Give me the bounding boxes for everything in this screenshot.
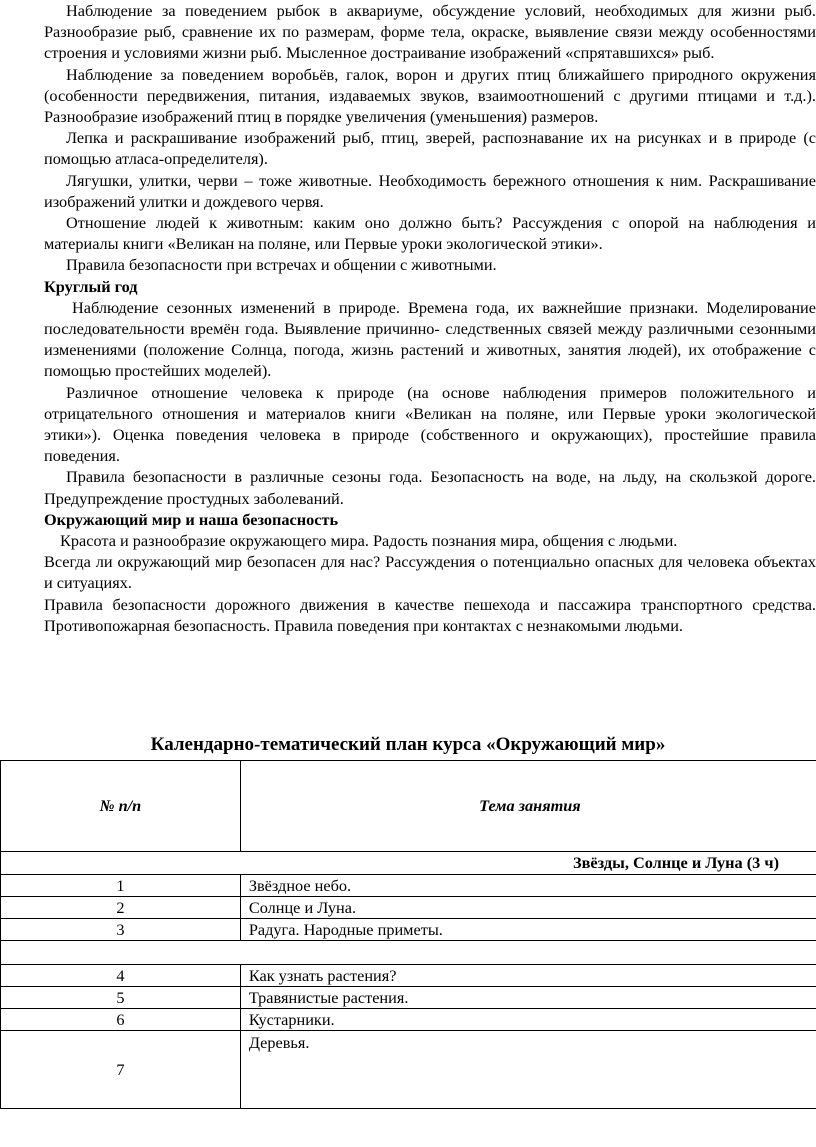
row-topic: Радуга. Народные приметы. [240,919,816,941]
body-text [44,0,816,636]
paragraph: Лягушки, улитки, черви – тоже животные. Необходимость бережного отношения к ним. Раскрашивание изображений улитки и дождевого червя. [44,170,816,211]
row-topic: Деревья. [240,1031,816,1109]
blank-row [1,941,816,965]
row-num: 5 [1,987,241,1009]
section-heading-safety: Окружающий мир и наша безопасность [44,509,339,529]
row-topic: Травянистые растения. [240,987,816,1009]
paragraph: Отношение людей к животным: каким оно должно быть? Рассуждения с опорой на наблюдения и материалы книги «Великан на поляне, или Первые уроки экологической этики». [44,213,816,254]
row-topic: Как узнать растения? [240,965,816,987]
paragraph: Правила безопасности дорожного движения в качестве пешехода и пассажира транспортного средства. Противопожарная безопасность. Правила поведения при контактах с незнакомыми людьми. [44,594,816,635]
paragraph: Наблюдение за поведением воробьёв, галок, ворон и других птиц ближайшего природного окружения (особенности передвижения, питания, издаваемых звуков, взаимоотношений с другими птицами и т.д.). Разнообразие изображений птиц в порядке увеличения (уменьшения) размеров. [44,64,816,127]
paragraph: Правила безопасности при встречах и общении с животными. [66,255,497,275]
plan-table [0,760,816,1109]
paragraph: Правила безопасности в различные сезоны года. Безопасность на воде, на льду, на скользкой дороге. Предупреждение простудных заболеваний. [44,467,816,508]
row-num: 3 [1,919,241,941]
row-topic: Кустарники. [240,1009,816,1031]
plan-title: Календарно-тематический план курса «Окружающий мир» [150,734,666,755]
table-row [1,897,816,919]
table-header-row [1,761,816,852]
row-num: 4 [1,965,241,987]
row-topic: Звёздное небо. [240,875,816,897]
section-heading-round-year: Круглый год [44,276,138,296]
section-title: Звёзды, Солнце и Луна (3 ч) [1,852,816,875]
table-row [1,875,816,897]
paragraph: Наблюдение сезонных изменений в природе. Времена года, их важнейшие признаки. Моделирование последовательности времён года. Выявление причинно- следственных связей между различными сезонными изменениями (положение Солнца, погода, жизнь растений и животных, занятия людей), их отображение с помощью простейших моделей). [44,297,816,381]
table-row [1,1031,816,1109]
blank-cell [1,941,816,965]
row-topic: Солнце и Луна. [240,897,816,919]
paragraph: Красота и разнообразие окружающего мира. Радость познания мира, общения с людьми. [60,531,678,551]
paragraph: Наблюдение за поведением рыбок в аквариуме, обсуждение условий, необходимых для жизни рыб. Разнообразие рыб, сравнение их по размерам, форме тела, окраске, выявление связи между особенностями строения и условиями жизни рыб. Мысленное достраивание изображений «спрятавшихся» рыб. [44,1,816,63]
header-num: № п/п [1,761,241,852]
header-topic: Тема занятия [240,761,816,852]
table-row [1,919,816,941]
row-num: 7 [1,1031,241,1109]
table-row [1,1009,816,1031]
row-num: 2 [1,897,241,919]
table-row [1,965,816,987]
section-row [1,852,816,875]
paragraph: Различное отношение человека к природе (на основе наблюдения примеров положительного и отрицательного отношения и материалов книги «Великан на поляне, или Первые уроки экологической этики»). Оценка поведения человека в природе (собственного и окружающих), простейшие правила поведения. [44,382,816,466]
row-num: 1 [1,875,241,897]
paragraph: Лепка и раскрашивание изображений рыб, птиц, зверей, распознавание их на рисунках и в природе (с помощью атласа-определителя). [44,128,816,169]
row-num: 6 [1,1009,241,1031]
paragraph: Всегда ли окружающий мир безопасен для нас? Рассуждения о потенциально опасных для человека объектах и ситуациях. [44,552,816,593]
table-row [1,987,816,1009]
